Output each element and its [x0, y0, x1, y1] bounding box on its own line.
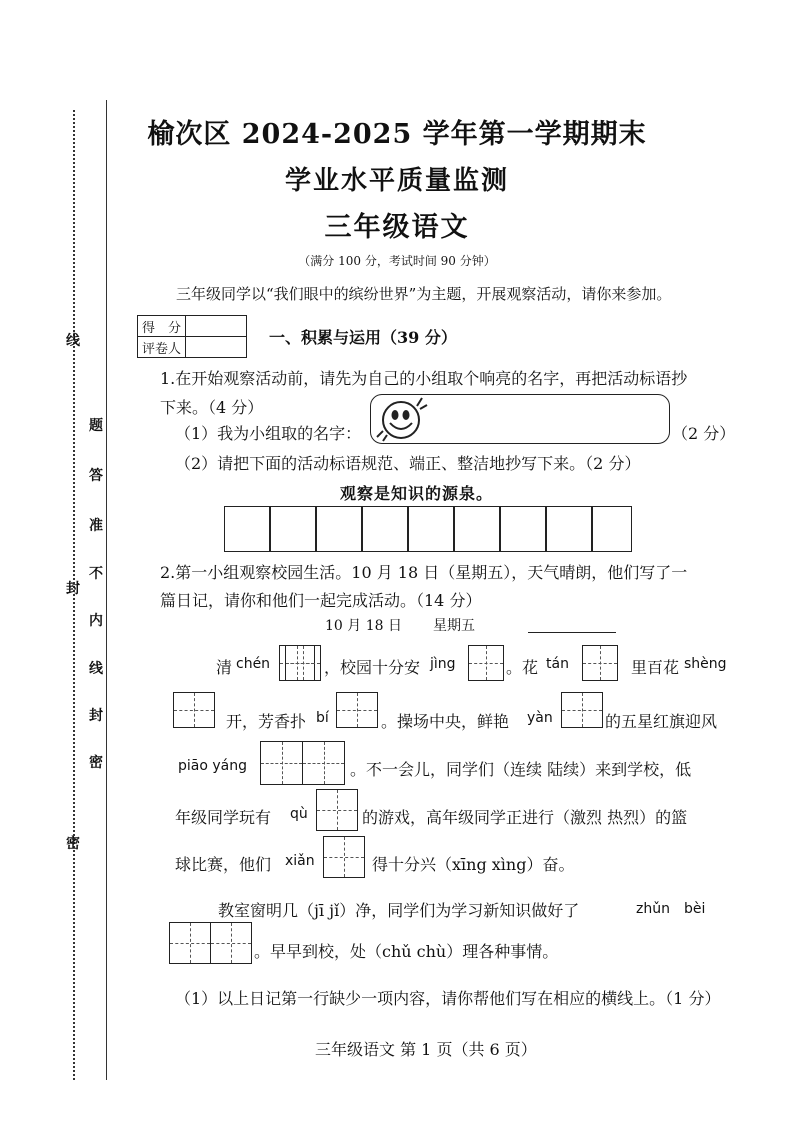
copy-box[interactable]	[362, 506, 408, 552]
tianzige-box[interactable]	[582, 645, 618, 681]
diary-text: 。花	[506, 658, 539, 677]
diary-text: 教室窗明几（jī jǐ）净，同学们为学习新知识做好了	[218, 901, 580, 920]
group-name-box[interactable]	[370, 394, 670, 444]
question-text: 2.第一小组观察校园生活。10 月 18 日（星期五），天气晴朗，他们写了一	[160, 563, 688, 582]
tianzige-box[interactable]	[285, 645, 321, 681]
score-cell[interactable]	[186, 316, 247, 337]
diary-text: ，校园十分安	[324, 658, 421, 677]
diary-text: 开，芳香扑	[226, 712, 307, 731]
diary-text: 。早早到校，处（chǔ chù）理各种事情。	[254, 942, 559, 961]
diary-text: 。操场中央，鲜艳	[381, 712, 510, 731]
pinyin-text: piāo yáng	[178, 758, 247, 774]
pinyin-text: qù	[290, 806, 308, 822]
margin-char: 答	[89, 468, 103, 484]
margin-char: 准	[89, 518, 103, 534]
diary-text: 球比赛，他们	[175, 855, 272, 874]
smiley-icon	[373, 393, 431, 443]
margin-char: 线	[66, 333, 80, 349]
tianzige-box[interactable]	[316, 789, 358, 831]
section-heading: 一、积累与运用（39 分）	[269, 328, 457, 347]
diary-date: 10 月 18 日	[325, 618, 402, 634]
grader-cell[interactable]	[186, 337, 247, 358]
sub-question-label: （2）请把下面的活动标语规范、端正、整洁地抄写下来。（2 分）	[175, 454, 641, 473]
diary-text: 年级同学玩有	[175, 808, 272, 827]
diary-text: 里百花	[631, 658, 680, 677]
score-table	[137, 315, 247, 358]
sub-question-label: （1）我为小组取的名字：	[175, 424, 362, 443]
tianzige-box[interactable]	[336, 692, 378, 728]
subject-title: 三年级语文	[324, 212, 470, 243]
diary-text: 的游戏，高年级同学正进行（激烈 热烈）的篮	[362, 808, 688, 827]
margin-char: 密	[66, 836, 80, 852]
margin-char: 封	[89, 708, 103, 724]
sub-question-label: （1）以上日记第一行缺少一项内容，请你帮他们写在相应的横线上。（1 分）	[175, 989, 721, 1008]
weather-blank-line[interactable]	[528, 632, 616, 633]
page-subtitle: 学业水平质量监测	[284, 166, 509, 196]
question-text: 1.在开始观察活动前，请先为自己的小组取个响亮的名字，再把活动标语抄	[160, 369, 688, 388]
pinyin-text: xiǎn	[285, 853, 315, 869]
points-text: （2 分）	[672, 424, 736, 443]
tianzige-box[interactable]	[561, 692, 603, 728]
margin-char: 题	[89, 418, 103, 434]
grader-label: 评卷人	[138, 337, 186, 358]
copy-box[interactable]	[500, 506, 546, 552]
intro-text: 三年级同学以“我们眼中的缤纷世界”为主题，开展观察活动，请你来参加。	[176, 285, 672, 303]
page-title: 榆次区 2024-2025 学年第一学期期末	[147, 119, 647, 150]
copy-box[interactable]	[270, 506, 316, 552]
copy-box[interactable]	[408, 506, 454, 552]
tianzige-box[interactable]	[302, 741, 345, 785]
question-text: 篇日记，请你和他们一起完成活动。（14 分）	[160, 591, 482, 610]
pinyin-text: tán	[546, 656, 569, 672]
pinyin-text: bí	[316, 710, 329, 726]
tianzige-box[interactable]	[210, 922, 252, 964]
exam-note: （满分 100 分，考试时间 90 分钟）	[298, 254, 496, 268]
slogan-text: 观察是知识的源泉。	[340, 484, 494, 503]
page-footer: 三年级语文 第 1 页（共 6 页）	[315, 1040, 537, 1059]
diary-text: 清	[216, 658, 233, 677]
copy-box[interactable]	[592, 506, 632, 552]
diary-weekday: 星期五	[433, 618, 475, 634]
tianzige-box[interactable]	[260, 741, 303, 785]
copy-box[interactable]	[546, 506, 592, 552]
binding-solid-line	[106, 100, 107, 1080]
tianzige-box[interactable]	[173, 692, 215, 728]
diary-text: 得十分兴（xīng xìng）奋。	[372, 855, 575, 874]
margin-char: 不	[89, 566, 103, 582]
copy-box[interactable]	[316, 506, 362, 552]
pinyin-text: zhǔn bèi	[636, 901, 706, 917]
diary-text: 。不一会儿，同学们（连续 陆续）来到学校，低	[350, 760, 692, 779]
pinyin-text: jìng	[430, 656, 456, 672]
pinyin-text: yàn	[527, 710, 553, 726]
pinyin-text: shèng	[684, 656, 727, 672]
margin-char: 封	[66, 581, 80, 597]
question-text: 下来。（4 分）	[160, 398, 264, 417]
margin-char: 线	[89, 661, 103, 677]
margin-char: 密	[89, 755, 103, 771]
tianzige-box[interactable]	[169, 922, 211, 964]
tianzige-box[interactable]	[468, 645, 504, 681]
copy-box[interactable]	[454, 506, 500, 552]
margin-char: 内	[89, 613, 103, 629]
pinyin-text: chén	[236, 656, 271, 672]
tianzige-box[interactable]	[323, 836, 365, 878]
diary-text: 的五星红旗迎风	[605, 712, 718, 731]
copy-box[interactable]	[224, 506, 270, 552]
score-label: 得 分	[138, 316, 186, 337]
